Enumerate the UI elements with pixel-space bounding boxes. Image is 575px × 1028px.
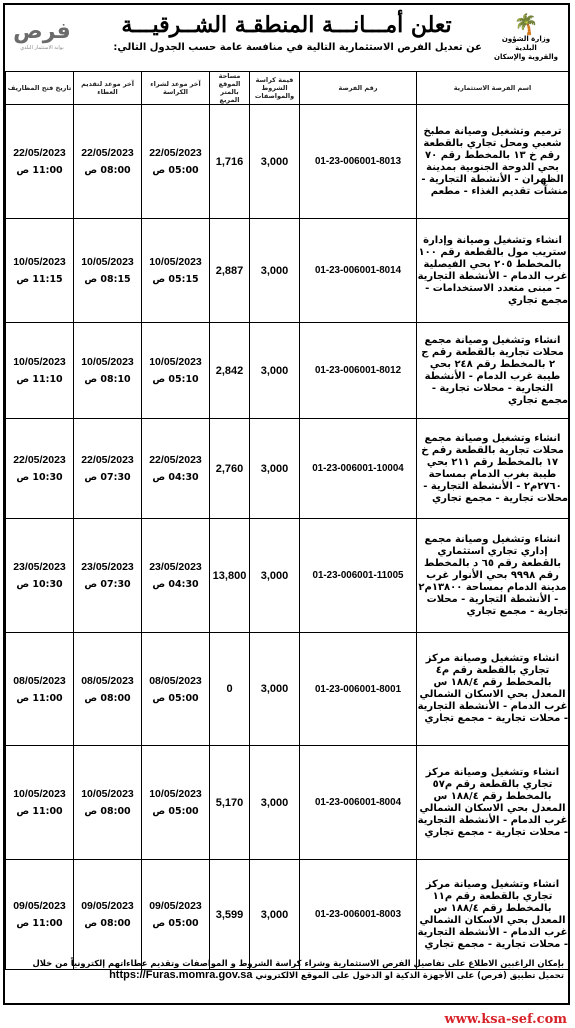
area-cell: 3,599	[210, 860, 250, 970]
opportunity-name-cell: انشاء وتشغيل وصيانة وإدارة ستريب مول بالقطعة رقم ١٠٠ بالمخطط ٢٠٥ بحي الفيصلية غرب الدمام - الأنشطة التجارية - مبنى متعدد الاستخدامات - مجمع تجاري	[417, 219, 569, 323]
submit-date-cell: 22/05/2023 07:30 ص	[74, 419, 142, 519]
buy-date-cell: 10/05/2023 05:10 ص	[142, 323, 210, 419]
submit-date-cell: 22/05/2023 08:00 ص	[74, 105, 142, 219]
table-row	[6, 860, 569, 970]
col-header-fee: قيمة كراسة الشروط والمواصفات	[250, 72, 300, 105]
footer-line-2-text: تحميل تطبيق (فرص) على الأجهزة الذكية او الدخول على الموقع الالكتروني	[255, 970, 564, 980]
area-cell: 0	[210, 633, 250, 746]
table-header-row	[6, 72, 569, 105]
table-row	[6, 105, 569, 219]
fee-cell: 3,000	[250, 105, 300, 219]
buy-date-cell: 10/05/2023 05:15 ص	[142, 219, 210, 323]
submit-date-cell: 08/05/2023 08:00 ص	[74, 633, 142, 746]
announcement-frame	[3, 3, 570, 1005]
page-title: تعلن أمـــانـــة المنطقـة الشــرقيـــة	[121, 12, 452, 38]
opportunity-name-cell: انشاء وتشغيل وصيانة مجمع محلات تجارية بالقطعة رقم ج ٢ بالمخطط رقم ٢٤٨ بحي طيبة غرب الدمام - الأنشطة التجارية - محلات تجارية - مجمع تجاري	[417, 323, 569, 419]
area-cell: 2,887	[210, 219, 250, 323]
footer-line-1: بإمكان الراغبين الاطلاع على تفاصيل الفرص الاستثمارية وشراء كراسة الشروط و المواصفات وتقديم عطاءاتهم إلكترونياً من خلال	[32, 958, 564, 968]
open-date-cell: 10/05/2023 11:15 ص	[6, 219, 74, 323]
opportunity-id-cell: 01-23-006001-11005	[300, 519, 417, 633]
opportunity-name-cell: انشاء وتشغيل وصيانة مركز تجاري بالقطعة رقم م٤ بالمخطط رقم ١٨٨/٤ س المعدل بحي الاسكان الشمالي غرب الدمام - الأنشطة التجارية - محلات تجارية - مجمع تجاري	[417, 633, 569, 746]
col-header-area: مساحة الموقع بالمتر المربع	[210, 72, 250, 105]
buy-date-cell: 22/05/2023 05:00 ص	[142, 105, 210, 219]
open-date-cell: 22/05/2023 11:00 ص	[6, 105, 74, 219]
open-date-cell: 08/05/2023 11:00 ص	[6, 633, 74, 746]
page-subtitle: عن تعديل الفرص الاستثمارية التالية في منافسة عامة حسب الجدول التالي:	[113, 42, 482, 53]
table-row	[6, 419, 569, 519]
table-row	[6, 519, 569, 633]
ministry-name-line1: وزارة الشؤون البلدية	[501, 35, 551, 52]
opportunity-name-cell: ترميم وتشغيل وصيانة مطبخ شعبي ومحل تجاري بالقطعة رقم خ ١٣ بالمخطط رقم ٧٠ بحي الدوحة الجنوبية بمدينة الظهران - الأنشطة التجارية - منشآت تقديم الغذاء - مطعم	[417, 105, 569, 219]
footer-note	[9, 957, 564, 981]
buy-date-cell: 09/05/2023 05:00 ص	[142, 860, 210, 970]
buy-date-cell: 22/05/2023 04:30 ص	[142, 419, 210, 519]
fee-cell: 3,000	[250, 219, 300, 323]
open-date-cell: 09/05/2023 11:00 ص	[6, 860, 74, 970]
open-date-cell: 22/05/2023 10:30 ص	[6, 419, 74, 519]
submit-date-cell: 10/05/2023 08:15 ص	[74, 219, 142, 323]
footer-line-2	[9, 969, 564, 981]
fee-cell: 3,000	[250, 746, 300, 860]
col-header-name: اسم الفرصة الاستثمارية	[417, 72, 569, 105]
opportunity-id-cell: 01-23-006001-10004	[300, 419, 417, 519]
opportunity-name-cell: انشاء وتشغيل وصيانة مجمع إداري تجاري استثماري بالقطعة رقم ٦٥ د بالمخطط رقم ٩٩٩٨ بحي الأنوار غرب مدينة الدمام بمساحة ١٣٨٠٠م٢ - الأنشطة التجارية - محلات تجارية - مجمع تجاري	[417, 519, 569, 633]
fee-cell: 3,000	[250, 633, 300, 746]
fee-cell: 3,000	[250, 860, 300, 970]
buy-date-cell: 08/05/2023 05:00 ص	[142, 633, 210, 746]
opportunity-id-cell: 01-23-006001-8013	[300, 105, 417, 219]
open-date-cell: 10/05/2023 11:00 ص	[6, 746, 74, 860]
submit-date-cell: 10/05/2023 08:00 ص	[74, 746, 142, 860]
fee-cell: 3,000	[250, 323, 300, 419]
opportunity-name-cell: انشاء وتشغيل وصيانة مركز تجاري بالقطعة رقم م٥٧ بالمخطط رقم ١٨٨/٤ س المعدل بحي الاسكان الشمالي غرب الدمام - الأنشطة التجارية - محلات تجارية - مجمع تجاري	[417, 746, 569, 860]
submit-date-cell: 10/05/2023 08:10 ص	[74, 323, 142, 419]
open-date-cell: 23/05/2023 10:30 ص	[6, 519, 74, 633]
fee-cell: 3,000	[250, 519, 300, 633]
opportunities-table	[5, 71, 569, 970]
opportunity-id-cell: 01-23-006001-8004	[300, 746, 417, 860]
ministry-logo	[490, 13, 562, 65]
opportunity-id-cell: 01-23-006001-8003	[300, 860, 417, 970]
col-header-open-date: تاريخ فتح المظاريف	[6, 72, 74, 105]
header	[5, 5, 568, 73]
col-header-submit-deadline: آخر موعد لتقديم العطاء	[74, 72, 142, 105]
area-cell: 2,842	[210, 323, 250, 419]
fee-cell: 3,000	[250, 419, 300, 519]
palm-swords-icon: 🌴	[513, 12, 539, 36]
submit-date-cell: 23/05/2023 07:30 ص	[74, 519, 142, 633]
opportunity-id-cell: 01-23-006001-8012	[300, 323, 417, 419]
furas-logo-mark: فرص	[13, 19, 71, 44]
ministry-name-line2: والقروية والإسكان	[494, 53, 558, 61]
table-row	[6, 633, 569, 746]
opportunity-name-cell: انشاء وتشغيل وصيانة مركز تجاري بالقطعة رقم م١١ بالمخطط رقم ١٨٨/٤ س المعدل بحي الاسكان الشمالي غرب الدمام - الأنشطة التجارية - محلات تجارية - مجمع تجاري	[417, 860, 569, 970]
area-cell: 2,760	[210, 419, 250, 519]
furas-logo	[11, 19, 73, 59]
area-cell: 5,170	[210, 746, 250, 860]
buy-date-cell: 10/05/2023 05:00 ص	[142, 746, 210, 860]
col-header-buy-deadline: آخر موعد لشراء الكراسة	[142, 72, 210, 105]
area-cell: 13,800	[210, 519, 250, 633]
open-date-cell: 10/05/2023 11:10 ص	[6, 323, 74, 419]
table-row	[6, 746, 569, 860]
opportunity-name-cell: انشاء وتشغيل وصيانة مجمع محلات تجارية بالقطعة رقم خ ١٧ بالمخطط رقم ٢١١ بحي طيبة بغرب الدمام بمساحة ٢٧٦٠م٢ - الأنشطة التجارية - محلات تجارية - مجمع تجاري	[417, 419, 569, 519]
furas-logo-subtitle: بوابة الاستثمار البلدي	[20, 45, 64, 51]
opportunity-id-cell: 01-23-006001-8001	[300, 633, 417, 746]
table-row	[6, 323, 569, 419]
buy-date-cell: 23/05/2023 04:30 ص	[142, 519, 210, 633]
area-cell: 1,716	[210, 105, 250, 219]
submit-date-cell: 09/05/2023 08:00 ص	[74, 860, 142, 970]
opportunity-id-cell: 01-23-006001-8014	[300, 219, 417, 323]
col-header-id: رقم الفرصة	[300, 72, 417, 105]
furas-website-link[interactable]: https://Furas.momra.gov.sa	[109, 969, 253, 981]
table-row	[6, 219, 569, 323]
source-watermark: www.ksa-sef.com	[444, 1012, 567, 1027]
